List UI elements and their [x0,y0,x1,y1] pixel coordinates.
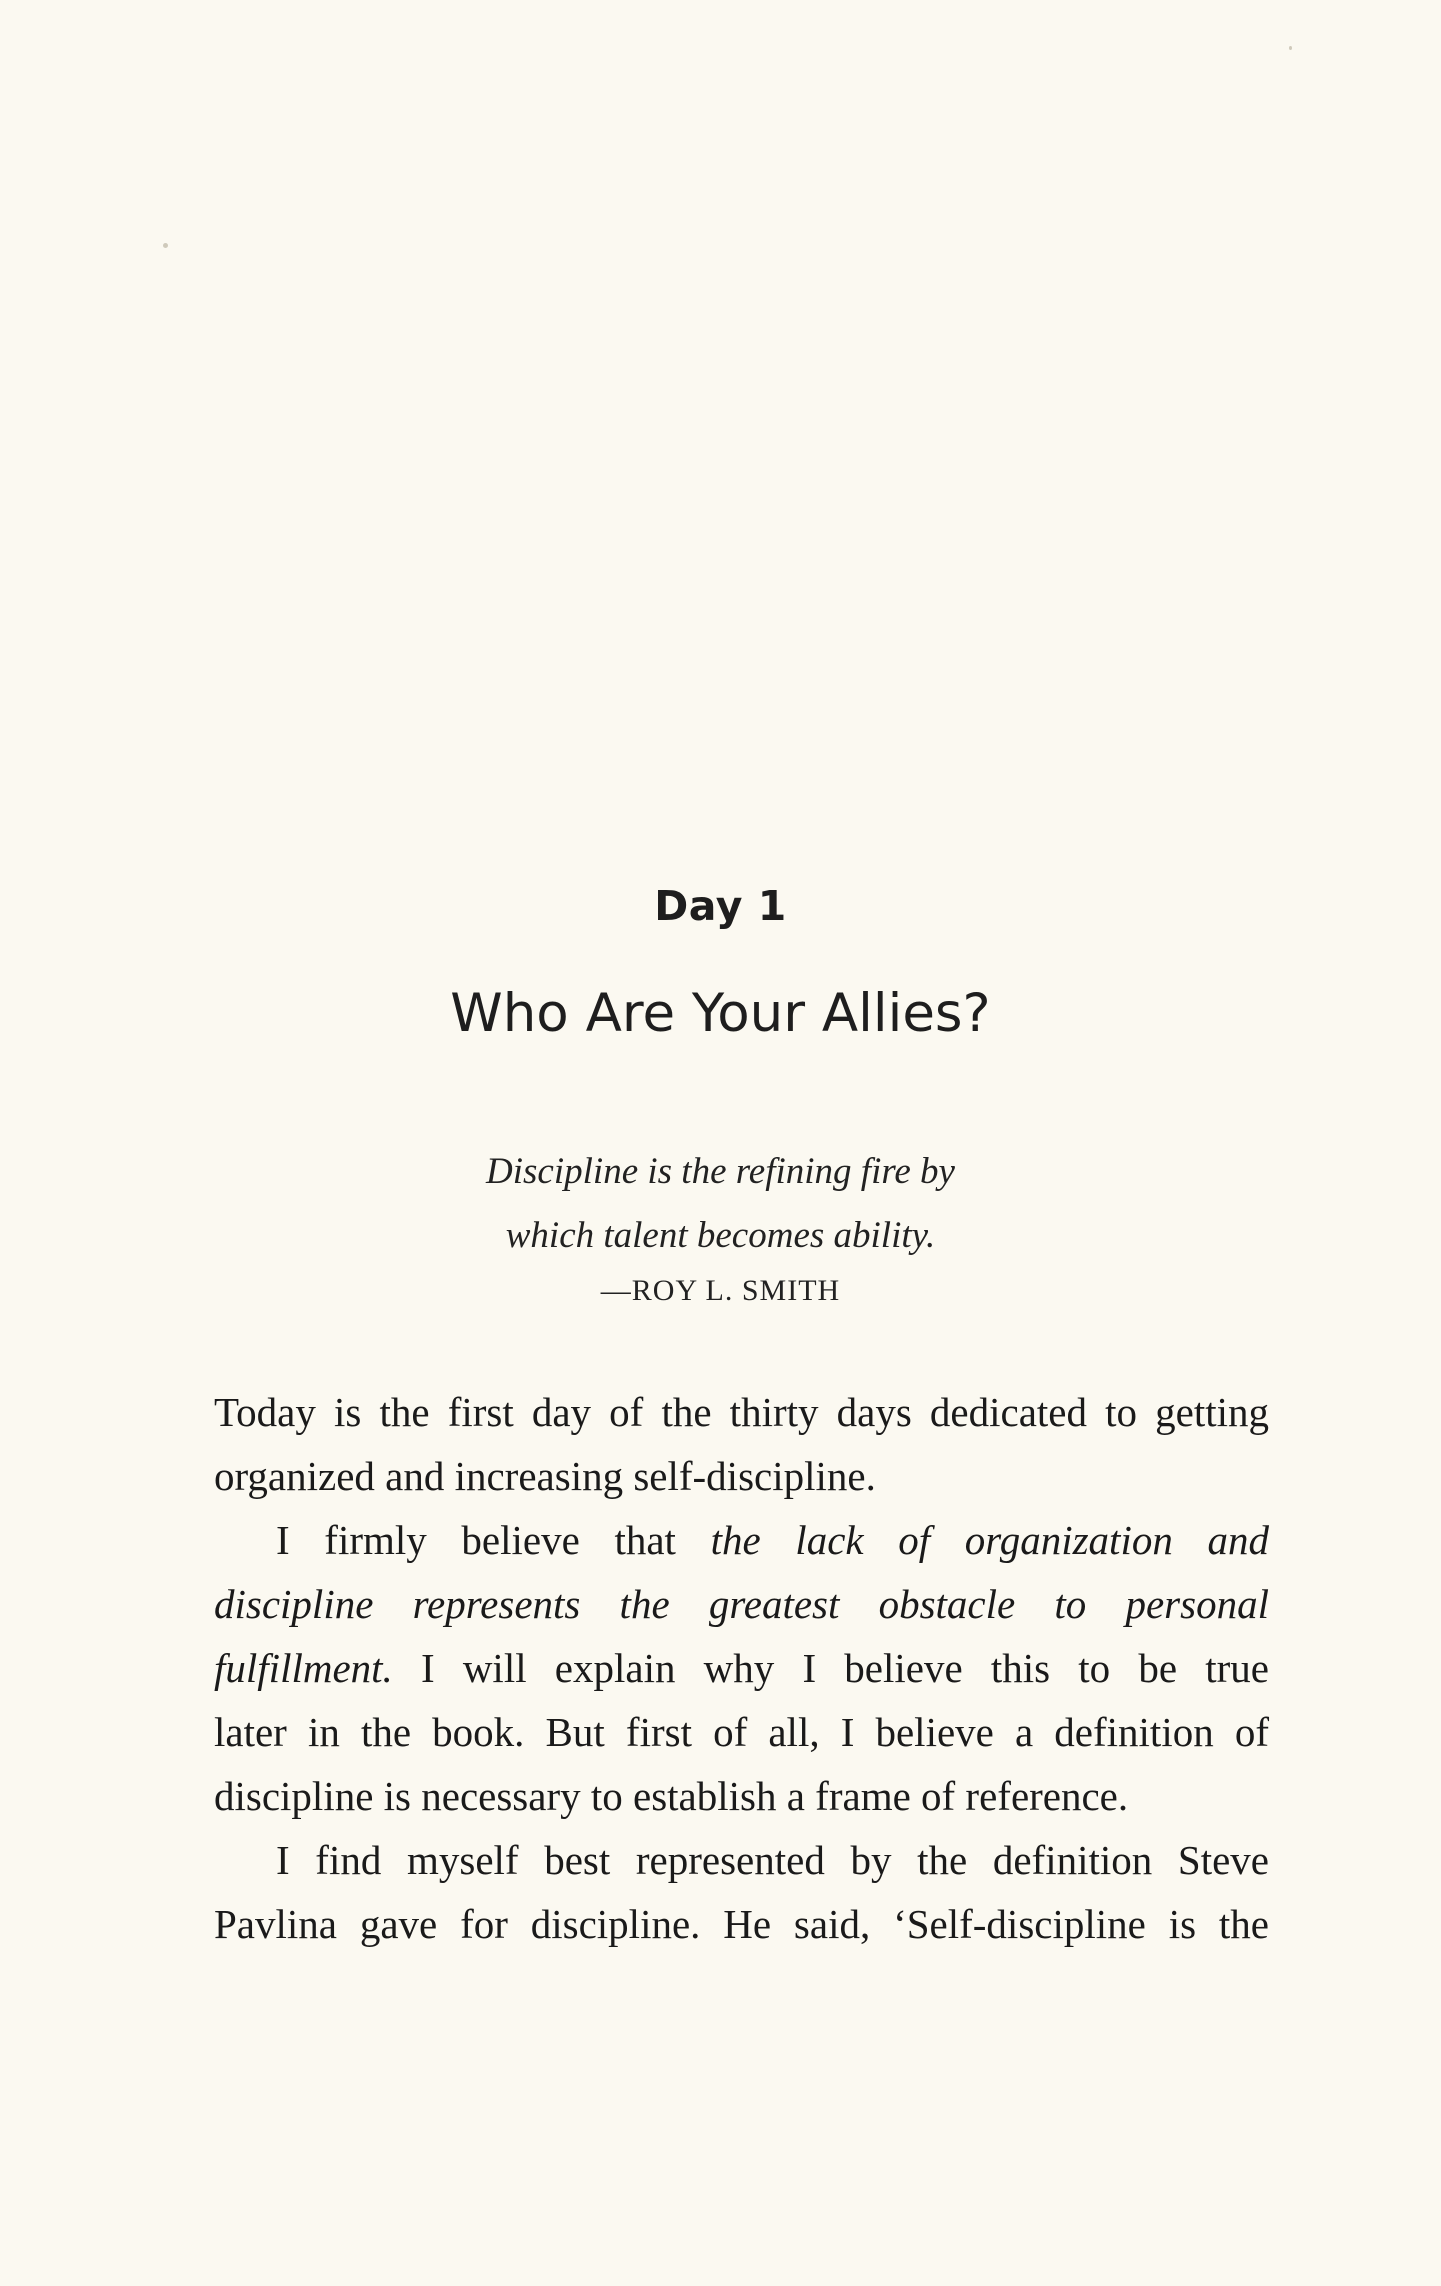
day-label: Day 1 [654,882,787,930]
text-line: Today is the first day of the thirty days dedicated to getting [214,1389,1269,1435]
text-line: I find myself best represented by the definition Steve [276,1837,1269,1883]
text-run: I firmly believe that [276,1517,711,1563]
body-text [214,1380,1269,1956]
epigraph-quote [0,1140,1441,1268]
text-line [214,1636,1269,1700]
emphasis-text: fulfillment. [214,1645,393,1691]
text-run: I will explain why I believe this to be true [392,1645,1269,1691]
emphasis-text: the lack of organization and [710,1517,1269,1563]
text-line: organized and increasing self-discipline. [214,1453,876,1499]
paragraph [214,1508,1269,1828]
epigraph-line: which talent becomes ability. [505,1215,936,1256]
text-line: later in the book. But first of all, I believe a definition of [214,1709,1269,1755]
text-line [214,1508,1269,1572]
paragraph [214,1380,1269,1508]
text-line: Pavlina gave for discipline. He said, ‘Self-discipline is the [214,1901,1269,1947]
paper-speck [163,243,168,248]
paper-speck [1289,46,1292,50]
text-line [214,1572,1269,1636]
text-line: discipline is necessary to establish a frame of reference. [214,1773,1129,1819]
epigraph-attribution: —ROY L. SMITH [600,1274,841,1307]
epigraph-line: Discipline is the refining fire by [486,1151,955,1192]
emphasis-text: discipline represents the greatest obstacle to personal [214,1581,1269,1627]
paragraph [214,1828,1269,1956]
chapter-title: Who Are Your Allies? [450,983,991,1044]
